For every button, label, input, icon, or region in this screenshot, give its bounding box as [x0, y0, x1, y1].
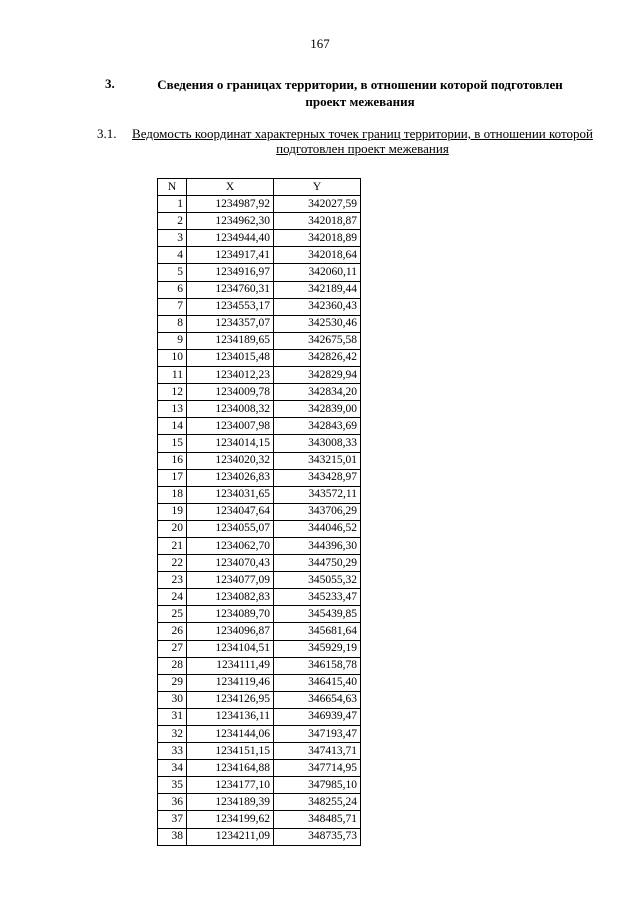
y-coordinate: 343215,01	[274, 452, 361, 469]
x-coordinate: 1234009,78	[187, 384, 274, 401]
table-row	[158, 708, 361, 725]
point-number: 19	[158, 503, 187, 520]
y-coordinate: 348485,71	[274, 811, 361, 828]
table-row	[158, 247, 361, 264]
point-number: 3	[158, 230, 187, 247]
x-coordinate: 1234047,64	[187, 503, 274, 520]
table-row	[158, 332, 361, 349]
point-number: 5	[158, 264, 187, 281]
point-number: 1	[158, 196, 187, 213]
point-number: 33	[158, 743, 187, 760]
point-number: 25	[158, 606, 187, 623]
y-coordinate: 345929,19	[274, 640, 361, 657]
x-coordinate: 1234760,31	[187, 281, 274, 298]
y-coordinate: 348255,24	[274, 794, 361, 811]
point-number: 15	[158, 435, 187, 452]
table-header-row	[158, 179, 361, 196]
point-number: 4	[158, 247, 187, 264]
table-row	[158, 760, 361, 777]
y-coordinate: 347193,47	[274, 726, 361, 743]
point-number: 28	[158, 657, 187, 674]
point-number: 9	[158, 332, 187, 349]
y-coordinate: 345439,85	[274, 606, 361, 623]
x-coordinate: 1234111,49	[187, 657, 274, 674]
y-coordinate: 348735,73	[274, 828, 361, 845]
point-number: 7	[158, 298, 187, 315]
y-coordinate: 345233,47	[274, 589, 361, 606]
table-row	[158, 691, 361, 708]
point-number: 36	[158, 794, 187, 811]
x-coordinate: 1234357,07	[187, 315, 274, 332]
point-number: 34	[158, 760, 187, 777]
y-coordinate: 342843,69	[274, 418, 361, 435]
table-row	[158, 469, 361, 486]
table-row	[158, 743, 361, 760]
y-coordinate: 342530,46	[274, 315, 361, 332]
x-coordinate: 1234007,98	[187, 418, 274, 435]
y-coordinate: 346158,78	[274, 657, 361, 674]
x-coordinate: 1234015,48	[187, 349, 274, 366]
x-coordinate: 1234082,83	[187, 589, 274, 606]
x-coordinate: 1234189,39	[187, 794, 274, 811]
point-number: 29	[158, 674, 187, 691]
y-coordinate: 342018,64	[274, 247, 361, 264]
table-row	[158, 315, 361, 332]
table-row	[158, 537, 361, 554]
table-row	[158, 264, 361, 281]
point-number: 8	[158, 315, 187, 332]
y-coordinate: 343572,11	[274, 486, 361, 503]
table-row	[158, 520, 361, 537]
x-coordinate: 1234070,43	[187, 555, 274, 572]
table-row	[158, 435, 361, 452]
y-coordinate: 344396,30	[274, 537, 361, 554]
y-coordinate: 346654,63	[274, 691, 361, 708]
subsection-title: Ведомость координат характерных точек границ территории, в отношении которой подготовлен проект межевания	[132, 126, 593, 156]
table-row	[158, 640, 361, 657]
y-coordinate: 342060,11	[274, 264, 361, 281]
table-row	[158, 726, 361, 743]
x-coordinate: 1234126,95	[187, 691, 274, 708]
table-row	[158, 281, 361, 298]
y-coordinate: 344750,29	[274, 555, 361, 572]
point-number: 27	[158, 640, 187, 657]
y-coordinate: 347985,10	[274, 777, 361, 794]
y-coordinate: 342018,89	[274, 230, 361, 247]
header-x: X	[187, 179, 274, 196]
table-row	[158, 828, 361, 845]
point-number: 20	[158, 520, 187, 537]
point-number: 13	[158, 401, 187, 418]
table-row	[158, 196, 361, 213]
point-number: 38	[158, 828, 187, 845]
point-number: 10	[158, 349, 187, 366]
table-row	[158, 384, 361, 401]
x-coordinate: 1234553,17	[187, 298, 274, 315]
table-row	[158, 213, 361, 230]
point-number: 17	[158, 469, 187, 486]
point-number: 24	[158, 589, 187, 606]
x-coordinate: 1234917,41	[187, 247, 274, 264]
table-row	[158, 555, 361, 572]
y-coordinate: 346415,40	[274, 674, 361, 691]
x-coordinate: 1234014,15	[187, 435, 274, 452]
x-coordinate: 1234062,70	[187, 537, 274, 554]
point-number: 11	[158, 367, 187, 384]
table-row	[158, 794, 361, 811]
table-row	[158, 572, 361, 589]
x-coordinate: 1234144,06	[187, 726, 274, 743]
section-title: Сведения о границах территории, в отношении которой подготовлен проект межевания	[157, 77, 563, 109]
header-y: Y	[274, 179, 361, 196]
point-number: 12	[158, 384, 187, 401]
table-row	[158, 503, 361, 520]
y-coordinate: 342839,00	[274, 401, 361, 418]
x-coordinate: 1234177,10	[187, 777, 274, 794]
x-coordinate: 1234026,83	[187, 469, 274, 486]
point-number: 32	[158, 726, 187, 743]
x-coordinate: 1234916,97	[187, 264, 274, 281]
y-coordinate: 345681,64	[274, 623, 361, 640]
x-coordinate: 1234164,88	[187, 760, 274, 777]
y-coordinate: 347714,95	[274, 760, 361, 777]
y-coordinate: 342360,43	[274, 298, 361, 315]
x-coordinate: 1234104,51	[187, 640, 274, 657]
x-coordinate: 1234020,32	[187, 452, 274, 469]
y-coordinate: 343008,33	[274, 435, 361, 452]
coordinates-table	[157, 178, 361, 846]
x-coordinate: 1234055,07	[187, 520, 274, 537]
y-coordinate: 342189,44	[274, 281, 361, 298]
subsection-number: 3.1.	[97, 126, 117, 141]
table-row	[158, 230, 361, 247]
table-row	[158, 298, 361, 315]
y-coordinate: 342829,94	[274, 367, 361, 384]
table-row	[158, 418, 361, 435]
x-coordinate: 1234077,09	[187, 572, 274, 589]
table-row	[158, 367, 361, 384]
table-row	[158, 657, 361, 674]
table-row	[158, 589, 361, 606]
table-body	[158, 196, 361, 846]
y-coordinate: 347413,71	[274, 743, 361, 760]
y-coordinate: 342018,87	[274, 213, 361, 230]
y-coordinate: 342834,20	[274, 384, 361, 401]
point-number: 23	[158, 572, 187, 589]
table-row	[158, 674, 361, 691]
point-number: 18	[158, 486, 187, 503]
point-number: 37	[158, 811, 187, 828]
point-number: 16	[158, 452, 187, 469]
y-coordinate: 343428,97	[274, 469, 361, 486]
x-coordinate: 1234096,87	[187, 623, 274, 640]
point-number: 30	[158, 691, 187, 708]
y-coordinate: 342826,42	[274, 349, 361, 366]
y-coordinate: 342027,59	[274, 196, 361, 213]
point-number: 14	[158, 418, 187, 435]
x-coordinate: 1234151,15	[187, 743, 274, 760]
point-number: 26	[158, 623, 187, 640]
table-row	[158, 349, 361, 366]
x-coordinate: 1234031,65	[187, 486, 274, 503]
x-coordinate: 1234119,46	[187, 674, 274, 691]
x-coordinate: 1234012,23	[187, 367, 274, 384]
table-row	[158, 623, 361, 640]
x-coordinate: 1234189,65	[187, 332, 274, 349]
table-row	[158, 606, 361, 623]
x-coordinate: 1234199,62	[187, 811, 274, 828]
point-number: 2	[158, 213, 187, 230]
y-coordinate: 344046,52	[274, 520, 361, 537]
point-number: 35	[158, 777, 187, 794]
table-row	[158, 486, 361, 503]
x-coordinate: 1234089,70	[187, 606, 274, 623]
table-row	[158, 401, 361, 418]
point-number: 31	[158, 708, 187, 725]
x-coordinate: 1234962,30	[187, 213, 274, 230]
table-row	[158, 777, 361, 794]
x-coordinate: 1234944,40	[187, 230, 274, 247]
page-number: 167	[310, 36, 330, 51]
x-coordinate: 1234136,11	[187, 708, 274, 725]
y-coordinate: 345055,32	[274, 572, 361, 589]
point-number: 6	[158, 281, 187, 298]
x-coordinate: 1234008,32	[187, 401, 274, 418]
table-row	[158, 811, 361, 828]
point-number: 22	[158, 555, 187, 572]
table-row	[158, 452, 361, 469]
section-number: 3.	[105, 76, 115, 91]
x-coordinate: 1234987,92	[187, 196, 274, 213]
point-number: 21	[158, 537, 187, 554]
y-coordinate: 342675,58	[274, 332, 361, 349]
x-coordinate: 1234211,09	[187, 828, 274, 845]
header-n: N	[158, 179, 187, 196]
y-coordinate: 343706,29	[274, 503, 361, 520]
y-coordinate: 346939,47	[274, 708, 361, 725]
